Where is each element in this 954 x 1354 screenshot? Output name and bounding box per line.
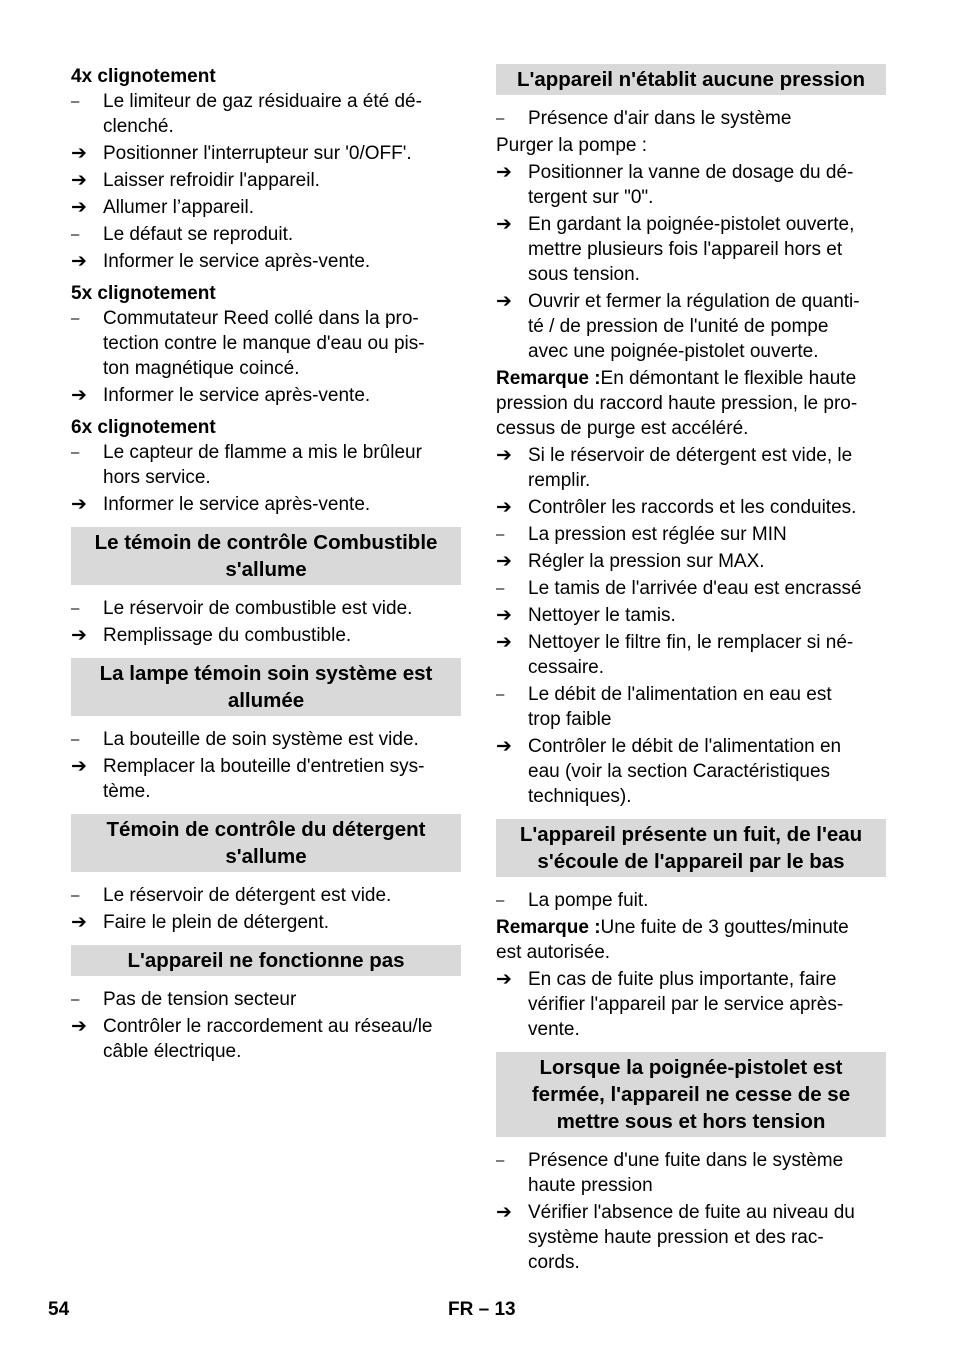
- item-text: Contrôler le débit de l'alimentation en eau (voir la section Caractéristiques techniques).: [528, 736, 842, 807]
- arrow-right-icon: ➔: [71, 912, 87, 933]
- arrow-right-icon: ➔: [71, 170, 87, 191]
- dash-icon: –: [71, 93, 80, 110]
- arrow-right-icon: ➔: [496, 497, 512, 518]
- item-text: En gardant la poignée-pistolet ouverte, mettre plusieurs fois l'appareil hors et sous tension.: [528, 214, 855, 285]
- subheading: 5x clignotement: [71, 283, 216, 304]
- note-paragraph: Remarque :Une fuite de 3 gouttes/minute est autorisée.: [496, 917, 849, 963]
- cause-item: [71, 89, 461, 139]
- item-text: Le débit de l'alimentation en eau est trop faible: [528, 684, 832, 730]
- item-text: La pompe fuit.: [528, 890, 649, 911]
- action-item: [71, 195, 461, 220]
- action-item: [496, 212, 886, 287]
- item-text: Vérifier l'absence de fuite au niveau du système haute pression et des rac- cords.: [528, 1202, 855, 1273]
- item-text: Contrôler les raccords et les conduites.: [528, 497, 857, 518]
- item-text: Contrôler le raccordement au réseau/le câble électrique.: [103, 1016, 433, 1062]
- cause-item: [496, 1148, 886, 1198]
- cause-item: [71, 306, 461, 381]
- action-item: [496, 603, 886, 628]
- item-text: Le capteur de flamme a mis le brûleur hors service.: [103, 442, 422, 488]
- action-item: [496, 967, 886, 1042]
- section-heading: L'appareil présente un fuit, de l'eau s'écoule de l'appareil par le bas: [496, 819, 886, 877]
- item-text: Laisser refroidir l'appareil.: [103, 170, 320, 191]
- cause-item: [71, 222, 461, 247]
- left-column: [71, 64, 461, 1066]
- arrow-right-icon: ➔: [496, 162, 512, 183]
- arrow-right-icon: ➔: [71, 197, 87, 218]
- action-item: [71, 383, 461, 408]
- action-item: [496, 1200, 886, 1275]
- cause-item: [71, 883, 461, 908]
- cause-item: [496, 682, 886, 732]
- arrow-right-icon: ➔: [496, 736, 512, 757]
- cause-item: [496, 888, 886, 913]
- right-column: [496, 64, 886, 1277]
- dash-icon: –: [496, 110, 505, 127]
- arrow-right-icon: ➔: [496, 214, 512, 235]
- item-text: Informer le service après-vente.: [103, 494, 371, 515]
- dash-icon: –: [496, 892, 505, 909]
- arrow-right-icon: ➔: [71, 143, 87, 164]
- dash-icon: –: [71, 226, 80, 243]
- section-heading: Lorsque la poignée-pistolet est fermée, l'appareil ne cesse de se mettre sous et hors tension: [496, 1052, 886, 1137]
- dash-icon: –: [71, 731, 80, 748]
- action-item: [496, 443, 886, 493]
- section-heading: La lampe témoin soin système est allumée: [71, 658, 461, 716]
- cause-item: [496, 576, 886, 601]
- item-text: Le tamis de l'arrivée d'eau est encrassé: [528, 578, 862, 599]
- cause-item: [71, 596, 461, 621]
- arrow-right-icon: ➔: [496, 551, 512, 572]
- action-item: [71, 168, 461, 193]
- arrow-right-icon: ➔: [71, 625, 87, 646]
- arrow-right-icon: ➔: [71, 385, 87, 406]
- dash-icon: –: [71, 991, 80, 1008]
- arrow-right-icon: ➔: [71, 1016, 87, 1037]
- dash-icon: –: [496, 686, 505, 703]
- dash-icon: –: [71, 310, 80, 327]
- item-text: Le défaut se reproduit.: [103, 224, 294, 245]
- action-item: [496, 630, 886, 680]
- note-label: Remarque :: [496, 917, 601, 938]
- dash-icon: –: [71, 444, 80, 461]
- dash-icon: –: [496, 526, 505, 543]
- arrow-right-icon: ➔: [496, 291, 512, 312]
- item-text: Présence d'une fuite dans le système haute pression: [528, 1150, 844, 1196]
- item-text: Positionner l'interrupteur sur '0/OFF'.: [103, 143, 412, 164]
- subheading: 4x clignotement: [71, 66, 216, 87]
- item-text: Positionner la vanne de dosage du dé- tergent sur "0".: [528, 162, 854, 208]
- item-text: Présence d'air dans le système: [528, 108, 792, 129]
- section-heading: L'appareil n'établit aucune pression: [496, 64, 886, 95]
- action-item: [71, 249, 461, 274]
- action-item: [71, 1014, 461, 1064]
- action-item: [496, 734, 886, 809]
- page-number: 54: [48, 1299, 70, 1320]
- section-heading: Témoin de contrôle du détergent s'allume: [71, 814, 461, 872]
- arrow-right-icon: ➔: [496, 605, 512, 626]
- item-text: Informer le service après-vente.: [103, 385, 371, 406]
- item-text: La bouteille de soin système est vide.: [103, 729, 419, 750]
- item-text: Commutateur Reed collé dans la pro- tection contre le manque d'eau ou pis- ton magnétique coincé.: [103, 308, 425, 379]
- paragraph: Purger la pompe :: [496, 135, 648, 156]
- action-item: [496, 289, 886, 364]
- dash-icon: –: [71, 600, 80, 617]
- item-text: Allumer l’appareil.: [103, 197, 255, 218]
- action-item: [71, 492, 461, 517]
- item-text: Ouvrir et fermer la régulation de quanti- té / de pression de l'unité de pompe avec une poignée-pistolet ouverte.: [528, 291, 860, 362]
- item-text: Nettoyer le tamis.: [528, 605, 676, 626]
- item-text: Pas de tension secteur: [103, 989, 297, 1010]
- item-text: Remplissage du combustible.: [103, 625, 352, 646]
- subheading: 6x clignotement: [71, 417, 216, 438]
- section-label: FR – 13: [448, 1299, 516, 1320]
- dash-icon: –: [496, 1152, 505, 1169]
- action-item: [496, 495, 886, 520]
- item-text: Informer le service après-vente.: [103, 251, 371, 272]
- cause-item: [496, 106, 886, 131]
- item-text: Le réservoir de combustible est vide.: [103, 598, 413, 619]
- arrow-right-icon: ➔: [496, 632, 512, 653]
- action-item: [71, 910, 461, 935]
- arrow-right-icon: ➔: [71, 756, 87, 777]
- dash-icon: –: [496, 580, 505, 597]
- arrow-right-icon: ➔: [71, 494, 87, 515]
- item-text: Régler la pression sur MAX.: [528, 551, 765, 572]
- action-item: [496, 549, 886, 574]
- action-item: [71, 623, 461, 648]
- arrow-right-icon: ➔: [496, 1202, 512, 1223]
- item-text: En cas de fuite plus importante, faire vérifier l'appareil par le service après- vente.: [528, 969, 844, 1040]
- action-item: [71, 754, 461, 804]
- item-text: La pression est réglée sur MIN: [528, 524, 787, 545]
- arrow-right-icon: ➔: [496, 445, 512, 466]
- item-text: Le réservoir de détergent est vide.: [103, 885, 392, 906]
- section-heading: L'appareil ne fonctionne pas: [71, 945, 461, 976]
- action-item: [71, 141, 461, 166]
- item-text: Le limiteur de gaz résiduaire a été dé- clenché.: [103, 91, 422, 137]
- note-label: Remarque :: [496, 368, 601, 389]
- cause-item: [71, 727, 461, 752]
- item-text: Nettoyer le filtre fin, le remplacer si né- cessaire.: [528, 632, 854, 678]
- note-paragraph: Remarque :En démontant le flexible haute pression du raccord haute pression, le pro- cessus de purge est accéléré.: [496, 368, 858, 439]
- cause-item: [71, 440, 461, 490]
- item-text: Faire le plein de détergent.: [103, 912, 330, 933]
- cause-item: [71, 987, 461, 1012]
- arrow-right-icon: ➔: [496, 969, 512, 990]
- section-heading: Le témoin de contrôle Combustible s'allume: [71, 527, 461, 585]
- cause-item: [496, 522, 886, 547]
- action-item: [496, 160, 886, 210]
- arrow-right-icon: ➔: [71, 251, 87, 272]
- item-text: Si le réservoir de détergent est vide, le remplir.: [528, 445, 853, 491]
- dash-icon: –: [71, 887, 80, 904]
- item-text: Remplacer la bouteille d'entretien sys- tème.: [103, 756, 425, 802]
